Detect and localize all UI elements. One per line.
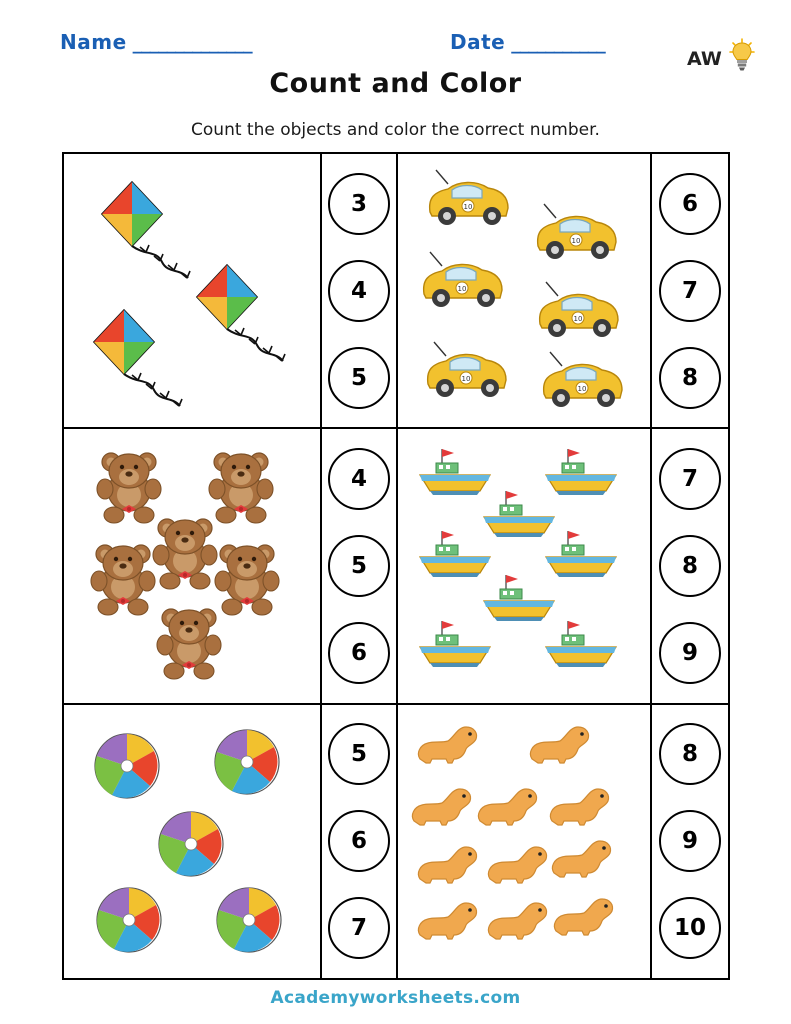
- answer-option[interactable]: 9: [659, 810, 721, 872]
- answer-option[interactable]: 6: [328, 810, 390, 872]
- car-icon: [416, 340, 516, 402]
- svg-text:10: 10: [573, 315, 583, 323]
- dinosaur-icon: [414, 719, 484, 767]
- kite-icon: [86, 304, 236, 414]
- svg-text:10: 10: [577, 385, 587, 393]
- answer-option[interactable]: 5: [328, 535, 390, 597]
- logo-initials: AW: [687, 48, 722, 70]
- answer-choices-beach-balls: [322, 705, 398, 978]
- grid-row: [64, 705, 728, 978]
- objects-cell-teddy-bears: [64, 429, 322, 702]
- answer-option[interactable]: 7: [659, 260, 721, 322]
- dinosaur-icon: [550, 891, 620, 939]
- dinosaur-icon: [414, 895, 484, 943]
- answer-choices-kites: [322, 154, 398, 427]
- answer-option[interactable]: 3: [328, 173, 390, 235]
- dinosaur-icon: [484, 895, 554, 943]
- date-write-line[interactable]: ___________: [511, 32, 605, 54]
- grid-row: [64, 154, 728, 429]
- answer-choices-teddy-bears: [322, 429, 398, 702]
- dinosaur-icon: [548, 833, 618, 881]
- answer-option[interactable]: 6: [328, 622, 390, 684]
- name-write-line[interactable]: ______________: [132, 32, 252, 54]
- boat-icon: [412, 615, 498, 671]
- answer-option[interactable]: 8: [659, 535, 721, 597]
- answer-option[interactable]: 4: [328, 448, 390, 510]
- car-icon: [528, 280, 628, 342]
- page-title: Count and Color: [269, 68, 522, 99]
- objects-cell-boats: [398, 429, 652, 702]
- car-icon: [412, 250, 512, 312]
- boat-icon: [538, 615, 624, 671]
- answer-option[interactable]: 7: [328, 897, 390, 959]
- svg-text:10: 10: [463, 203, 473, 211]
- dinosaur-icon: [484, 839, 554, 887]
- answer-option[interactable]: 8: [659, 723, 721, 785]
- car-icon: [532, 350, 632, 412]
- site-footer: Academyworksheets.com: [270, 988, 521, 1008]
- beach-ball-icon: [94, 885, 164, 955]
- dinosaur-icon: [474, 781, 544, 829]
- objects-cell-dinosaurs: [398, 705, 652, 978]
- date-label: Date: [450, 30, 506, 54]
- objects-cell-beach-balls: [64, 705, 322, 978]
- beach-ball-icon: [92, 731, 162, 801]
- dinosaur-icon: [546, 781, 616, 829]
- svg-text:10: 10: [571, 237, 581, 245]
- svg-text:10: 10: [457, 285, 467, 293]
- objects-cell-cars: [398, 154, 652, 427]
- answer-option[interactable]: 10: [659, 897, 721, 959]
- answer-option[interactable]: 6: [659, 173, 721, 235]
- date-field[interactable]: [450, 30, 605, 54]
- answer-choices-boats: [652, 429, 728, 702]
- worksheet-grid: [62, 152, 730, 980]
- answer-option[interactable]: 4: [328, 260, 390, 322]
- answer-option[interactable]: 5: [328, 723, 390, 785]
- car-icon: [418, 168, 518, 230]
- car-icon: [526, 202, 626, 264]
- objects-cell-kites: [64, 154, 322, 427]
- lightbulb-icon: [729, 38, 755, 72]
- answer-option[interactable]: 5: [328, 347, 390, 409]
- beach-ball-icon: [156, 809, 226, 879]
- worksheet-header: [0, 30, 791, 70]
- grid-row: [64, 429, 728, 704]
- teddy-bear-icon: [152, 601, 226, 681]
- beach-ball-icon: [214, 885, 284, 955]
- answer-option[interactable]: 9: [659, 622, 721, 684]
- dinosaur-icon: [414, 839, 484, 887]
- teddy-bear-icon: [86, 537, 160, 617]
- dinosaur-icon: [526, 719, 596, 767]
- answer-option[interactable]: 8: [659, 347, 721, 409]
- answer-choices-dinosaurs: [652, 705, 728, 978]
- name-field[interactable]: [60, 30, 252, 54]
- name-label: Name: [60, 30, 127, 54]
- svg-text:10: 10: [461, 375, 471, 383]
- instruction-text: Count the objects and color the correct number.: [191, 120, 600, 140]
- dinosaur-icon: [408, 781, 478, 829]
- beach-ball-icon: [212, 727, 282, 797]
- answer-option[interactable]: 7: [659, 448, 721, 510]
- answer-choices-cars: [652, 154, 728, 427]
